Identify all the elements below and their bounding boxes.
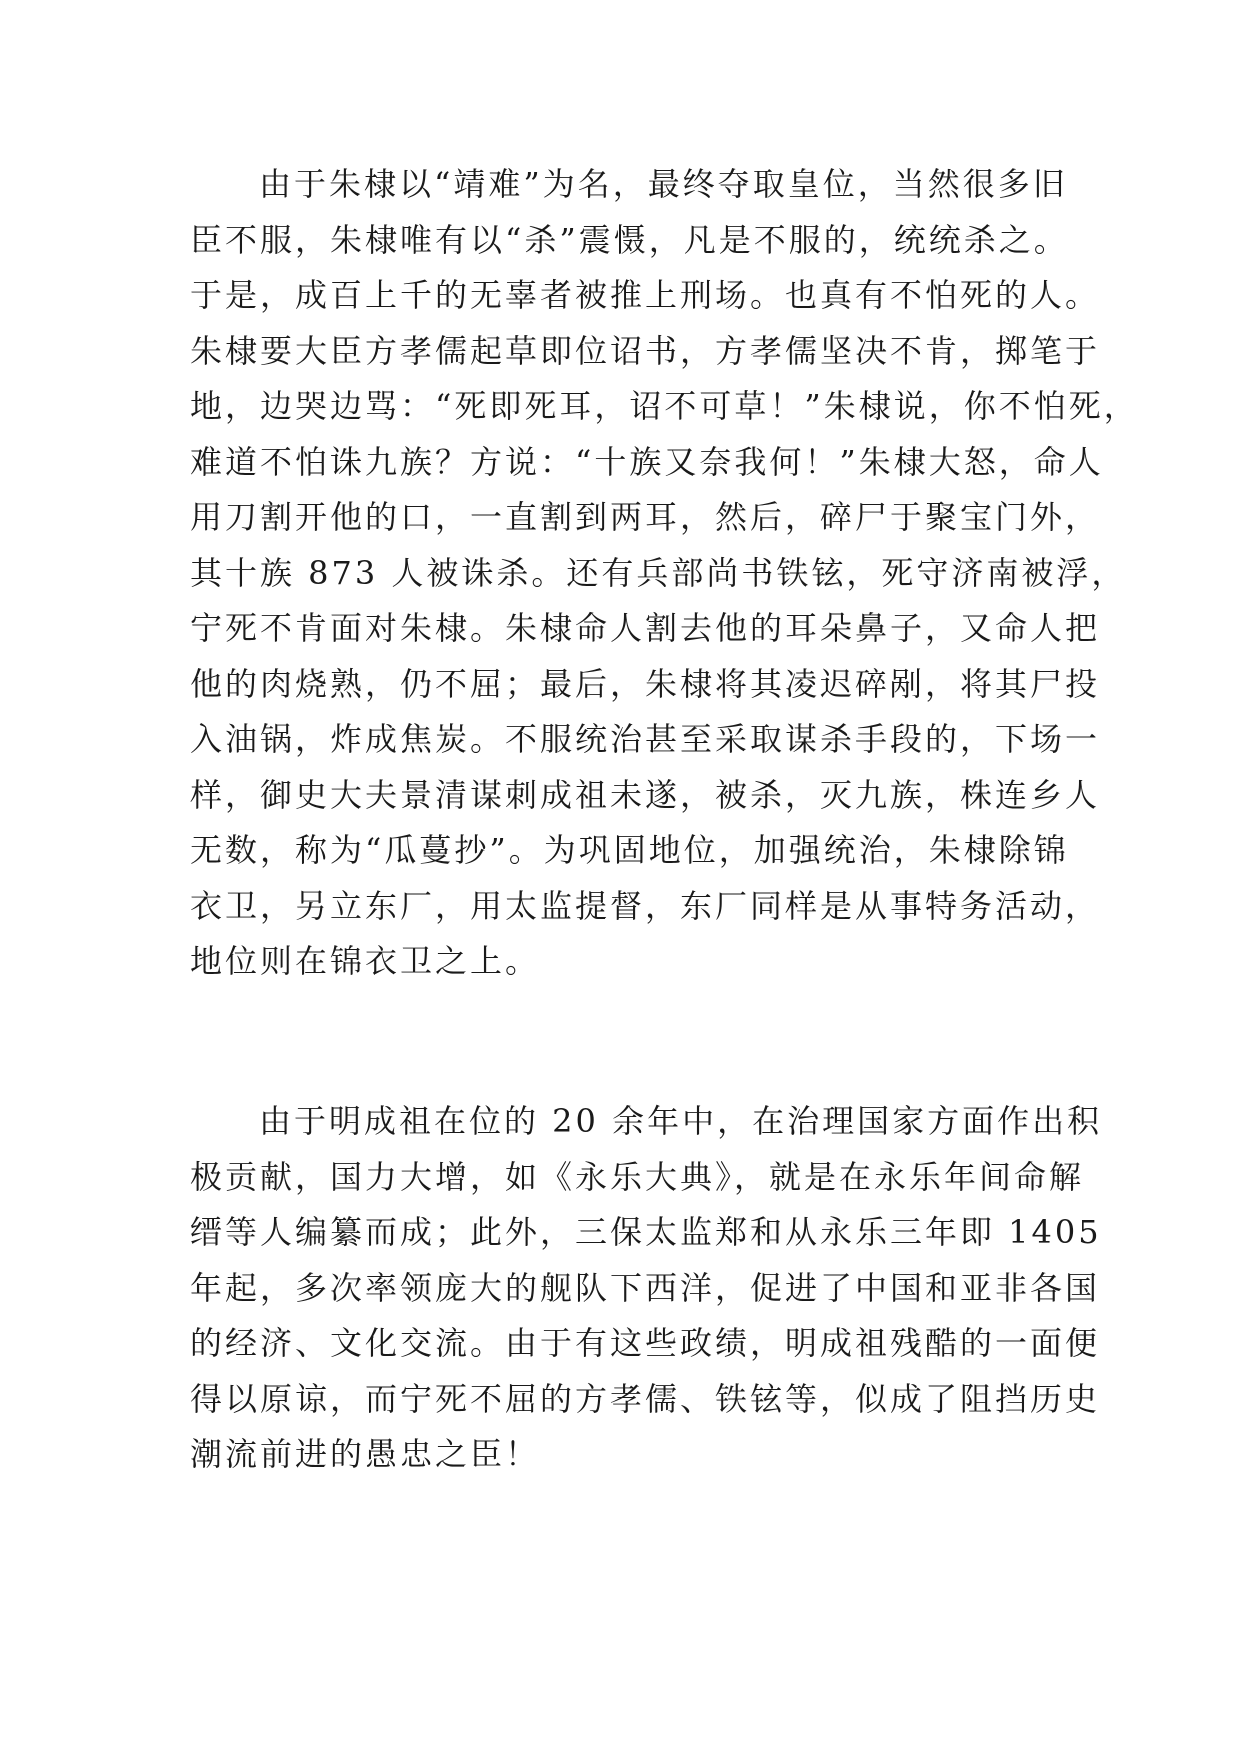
paragraph-line: 入油锅，炸成焦炭。不服统治甚至采取谋杀手段的，下场一 — [190, 720, 1101, 758]
paragraph-line: 难道不怕诛九族？方说：“十族又奈我何！”朱棣大怒，命人 — [190, 442, 1104, 481]
paragraph-line: 样，御史大夫景清谋刺成祖未遂，被杀，灭九族，株连乡人 — [190, 775, 1101, 814]
paragraph-line: 于是，成百上千的无辜者被推上刑场。也真有不怕死的人。 — [190, 276, 1101, 314]
paragraph-1 — [190, 157, 1139, 990]
paragraph-line: 宁死不肯面对朱棣。朱棣命人割去他的耳朵鼻子，又命人把 — [190, 609, 1101, 647]
paragraph-line: 得以原谅，而宁死不屈的方孝儒、铁铉等，似成了阻挡历史 — [190, 1379, 1101, 1418]
paragraph-line: 缙等人编纂而成；此外，三保太监郑和从永乐三年即 1405 — [190, 1213, 1102, 1251]
paragraph-line: 无数，称为“瓜蔓抄”。为巩固地位，加强统治，朱棣除锦 — [190, 831, 1069, 869]
paragraph-line: 地，边哭边骂：“死即死耳，诏不可草！”朱棣说，你不怕死， — [190, 387, 1139, 425]
paragraph-line: 朱棣要大臣方孝儒起草即位诏书，方孝儒坚决不肯，掷笔于 — [190, 331, 1101, 370]
paragraph-line: 用刀割开他的口，一直割到两耳，然后，碎尸于聚宝门外， — [190, 498, 1101, 536]
paragraph-line: 其十族 873 人被诛杀。还有兵部尚书铁铉，死守济南被浮， — [190, 553, 1127, 592]
paragraph-line: 衣卫，另立东厂，用太监提督，东厂同样是从事特务活动， — [190, 886, 1101, 925]
paragraph-line: 由于朱棣以“靖难”为名，最终夺取皇位，当然很多旧 — [259, 165, 1068, 203]
paragraph-2 — [190, 1094, 1103, 1483]
paragraph-line: 极贡献，国力大增，如《永乐大典》，就是在永乐年间命解 — [190, 1157, 1085, 1196]
paragraph-line: 由于明成祖在位的 20 余年中，在治理国家方面作出积 — [259, 1102, 1103, 1140]
paragraph-line: 地位则在锦衣卫之上。 — [190, 942, 541, 980]
paragraph-line: 他的肉烧熟，仍不屈；最后，朱棣将其凌迟碎剐，将其尸投 — [190, 664, 1101, 703]
paragraph-line: 的经济、文化交流。由于有这些政绩，明成祖残酷的一面便 — [190, 1324, 1101, 1362]
paragraph-line: 年起，多次率领庞大的舰队下西洋，促进了中国和亚非各国 — [190, 1268, 1101, 1307]
paragraph-line: 臣不服，朱棣唯有以“杀”震慑，凡是不服的，统统杀之。 — [190, 220, 1069, 259]
paragraph-line: 潮流前进的愚忠之臣！ — [190, 1435, 541, 1473]
